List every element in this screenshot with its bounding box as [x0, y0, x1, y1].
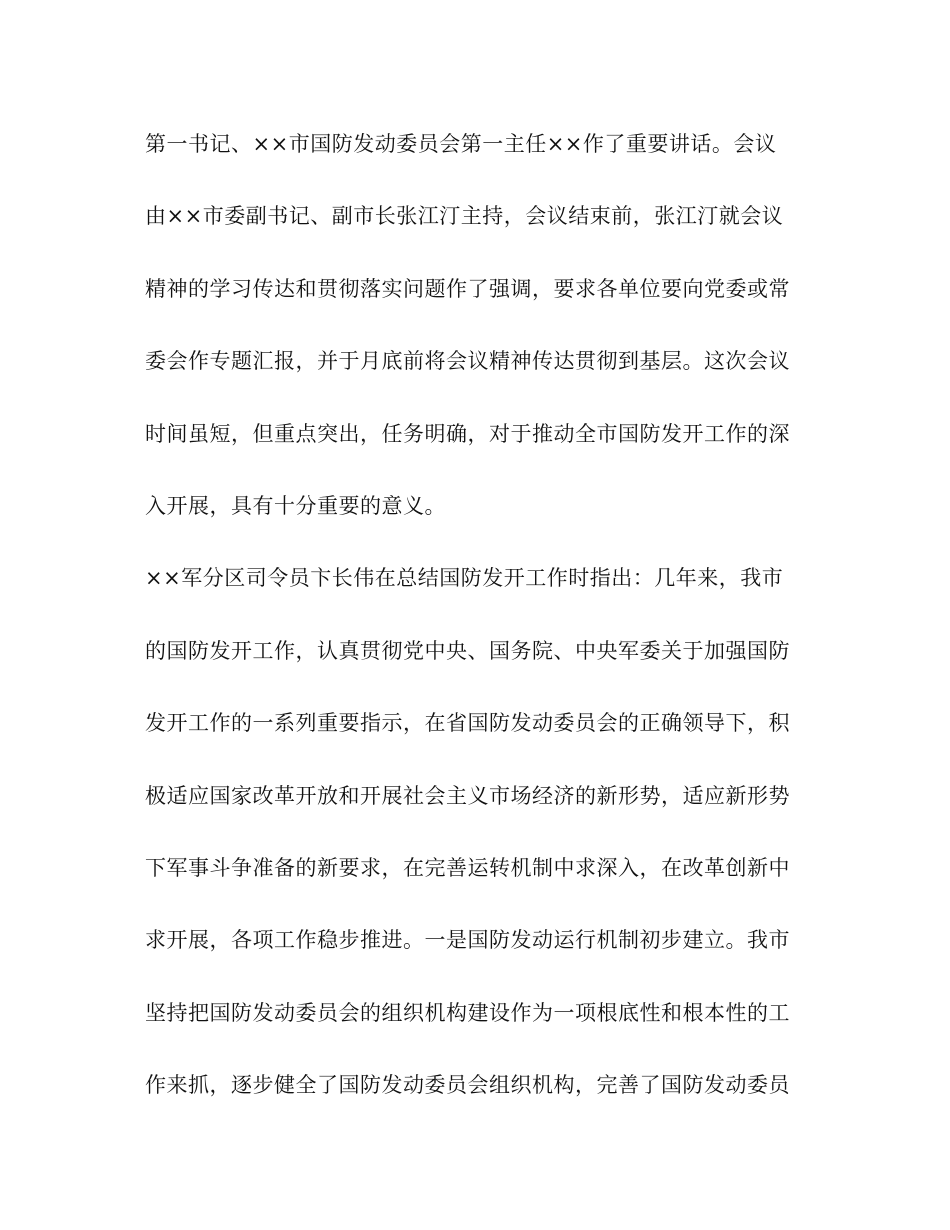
text-line: 第一书记、××市国防发动委员会第一主任××作了重要讲话。会议 — [145, 132, 777, 156]
text-line: 作来抓，逐步健全了国防发动委员会组织机构，完善了国防发动委员 — [145, 1073, 790, 1098]
document-body — [145, 120, 805, 1133]
text-line: ××军分区司令员卞长伟在总结国防发开工作时指出：几年来，我市 — [145, 566, 784, 591]
text-line: 下军事斗争准备的新要求，在完善运转机制中求深入，在改革创新中 — [145, 855, 790, 880]
text-line: 发开工作的一系列重要指示，在省国防发动委员会的正确领导下，积 — [145, 711, 790, 736]
text-line: 时间虽短，但重点突出，任务明确，对于推动全市国防发开工作的深 — [145, 421, 790, 446]
text-line: 委会作专题汇报，并于月底前将会议精神传达贯彻到基层。这次会议 — [145, 349, 790, 374]
text-line: 精神的学习传达和贯彻落实问题作了强调，要求各单位要向党委或常 — [145, 276, 790, 301]
text-line: 的国防发开工作，认真贯彻党中央、国务院、中央军委关于加强国防 — [145, 638, 790, 663]
text-line: 求开展，各项工作稳步推进。一是国防发动运行机制初步建立。我市 — [145, 928, 790, 953]
text-line: 坚持把国防发动委员会的组织机构建设作为一项根底性和根本性的工 — [145, 1000, 790, 1025]
text-line: 入开展，具有十分重要的意义。 — [145, 493, 446, 518]
text-line: 极适应国家改革开放和开展社会主义市场经济的新形势，适应新形势 — [145, 783, 790, 808]
text-line: 由××市委副书记、副市长张江汀主持，会议结束前，张江汀就会议 — [145, 204, 784, 229]
